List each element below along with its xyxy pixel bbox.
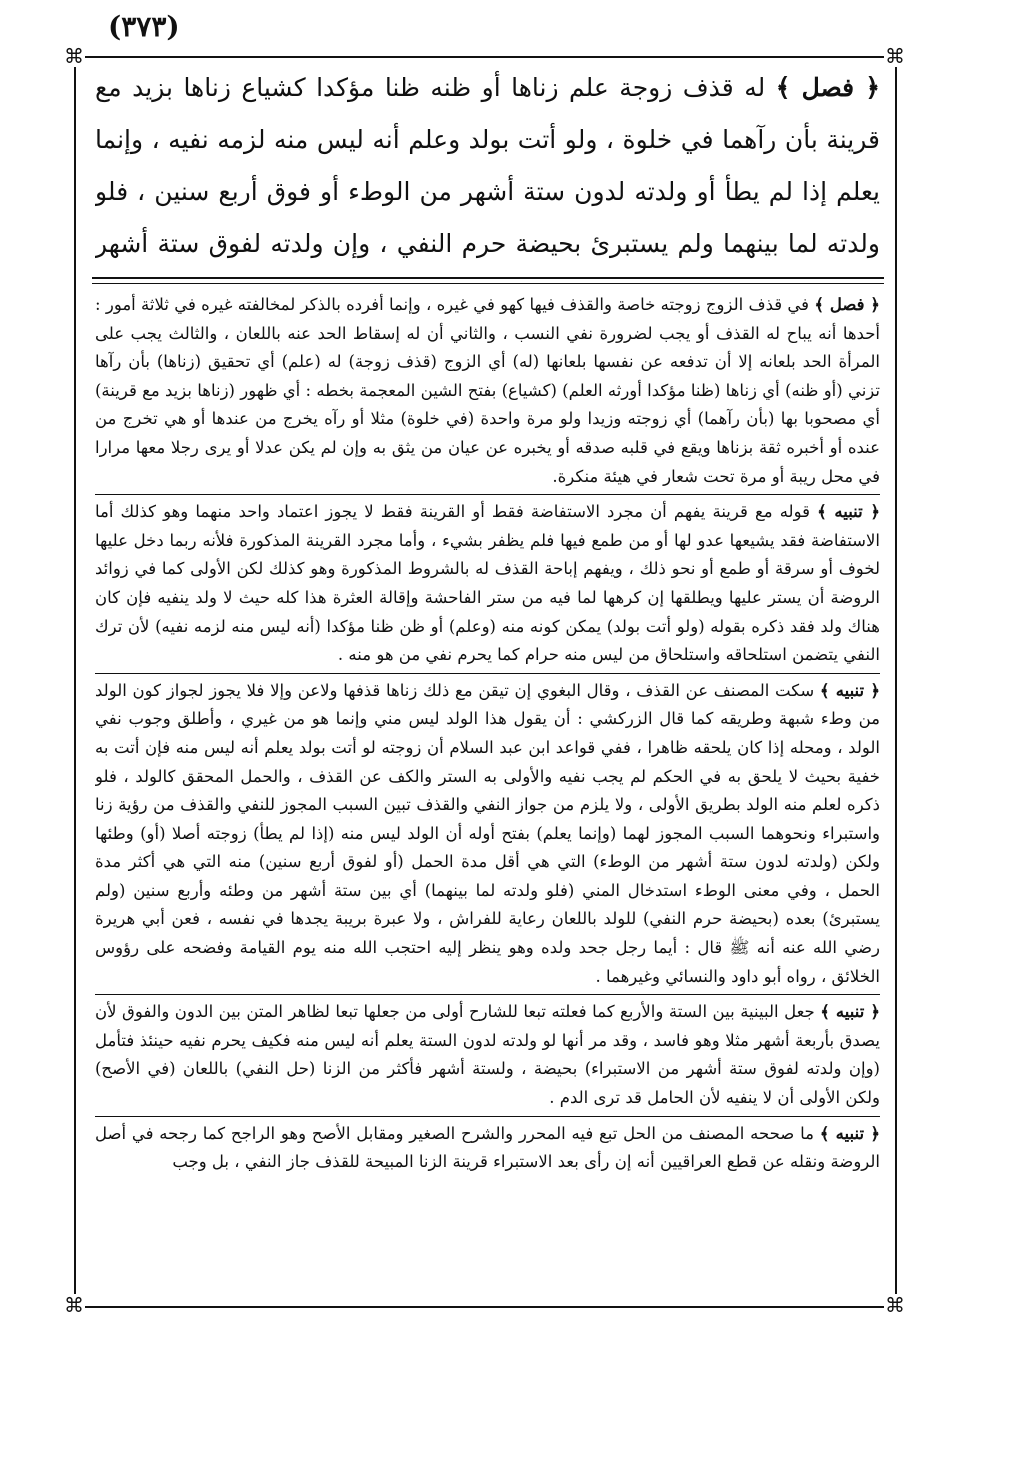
paragraph-lead: ﴿ تنبيه ﴾	[819, 680, 880, 700]
commentary-paragraph	[95, 494, 880, 670]
paragraph-lead: ﴿ تنبيه ﴾	[820, 1002, 880, 1022]
commentary-paragraph	[95, 291, 880, 491]
corner-ornament-icon: ⌘	[885, 44, 905, 68]
page-number: (٣٧٣)	[108, 10, 180, 43]
matn-body: له قذف زوجة علم زناها أو ظنه ظنا مؤكدا كشياع زناها بزيد مع قرينة بأن رآهما في خلوة ، ولو أتت بولد وعلم أنه ليس منه لزمه نفيه ، وإنما يعلم إذا لم يطأ أو ولدته لدون ستة أشهر من الوطء أو فوق أربع سنين ، فلو ولدته لما بينهما ولم يستبرئ بحيضة حرم النفي ، وإن ولدته لفوق ستة أشهر	[95, 73, 880, 258]
paragraph-text: جعل البينية بين الستة والأربع كما فعلته تبعا للشارح أولى من جعلها تبعا لظاهر المتن بين الدون والفوق لأن يصدق بأربعة أشهر مثلا وهو فاسد ، وقد مر أنها لو ولدته لدون الستة يعلم أنه ليس منه فكيف يحرم نفيه حينئذ فتأمل (وإن ولدته لفوق ستة أشهر من الاستبراء) بحيضة ، ولستة أشهر فأكثر من الزنا (حل النفي) باللعان (في الأصح) ولكن الأولى أن لا ينفيه لأن الحامل قد ترى الدم .	[95, 1002, 880, 1108]
corner-ornament-icon: ⌘	[64, 1293, 84, 1317]
paragraph-lead: ﴿ تنبيه ﴾	[817, 502, 880, 522]
paragraph-lead: ﴿ فصل ﴾	[814, 295, 880, 314]
corner-ornament-icon: ⌘	[64, 44, 84, 68]
paragraph-text: ما صححه المصنف من الحل تبع فيه المحرر والشرح الصغير ومقابل الأصح وهو الراجح كما رجحه في أصل الروضة ونقله عن قطع العراقيين أنه إن رأى بعد الاستبراء قرينة الزنا المبيحة للقذف جاز النفي ، بل وجب	[95, 1123, 880, 1172]
commentary-paragraph	[95, 994, 880, 1112]
paragraph-text: سكت المصنف عن القذف ، وقال البغوي إن تيقن مع ذلك زناها قذفها ولاعن وإلا فلا يجوز لجواز كون الولد من وطء شبهة وطريقه كما قال الزركشي : أن يقول هذا الولد ليس مني وإنما هو من غيري ، وأطلق وجوب نفي الولد ، ومحله إذا كان يلحقه ظاهرا ، ففي قواعد ابن عبد السلام أن زوجته لو أتت بولد يعلم أنه ليس منه فإن أتت به خفية بحيث لا يلحق به في الحكم لم يجب نفيه والأولى به الستر والكف عن القذف ، والحمل المحقق كالولد ، فلو ذكره لعلم منه الولد بطريق الأولى ، ولا يلزم من جواز النفي والقذف تبين السبب المجوز للنفي والقذف من رؤية زنا واستبراء ونحوهما السبب المجوز لهما (وإنما يعلم) بفتح أوله أن الولد ليس منه (إذا لم يطأ) زوجته أصلا (أو) وطئها ولكن (ولدته لدون ستة أشهر من الوطء) التي هي أقل مدة الحمل (أو لفوق أربع سنين) منه التي هي أكثر مدة الحمل ، وفي معنى الوطء استدخال المني (فلو ولدته لما بينهما) أي بين ستة أشهر من وطئه وأربع سنين (ولم يستبرئ) بعده (بحيضة حرم النفي) للولد باللعان رعاية للفراش ، ولا عبرة بريبة يجدها في نفسه ، فعن أبي هريرة رضي الله عنه أنه ﷺ قال : أيما رجل جحد ولده وهو ينظر إليه احتجب الله منه يوم القيامة وفضحه على رؤوس الخلائق ، رواه أبو داود والنسائي وغيرهما .	[95, 680, 880, 986]
section-divider	[92, 277, 884, 279]
commentary-paragraph	[95, 673, 880, 992]
paragraph-text: في قذف الزوج زوجته خاصة والقذف فيها كهو في غيره ، وإنما أفرده بالذكر لمخالفته غيره في ثلاثة أمور : أحدها أنه يباح له القذف أو يجب لضرورة نفي النسب ، والثاني أن له إسقاط الحد عنه باللعان ، والثالث يجب على المرأة الحد بلعانه إلا أن تدفعه عن نفسها بلعانها (له) أي الزوج (قذف زوجة) له (علم) أي تحقيق (زناها) بأن رآها تزني (أو ظنه) أي زناها (ظنا مؤكدا أورثه العلم) (كشياع) بفتح الشين المعجمة بخطه : أي ظهور (زناها بزيد مع قرينة) أي مصحوبا بها (بأن رآهما) أي زوجته وزيدا ولو مرة واحدة (في خلوة) مثلا أو رآه يخرج من عندها أو هي تخرج من عنده أو أخبره ثقة بزناها ويقع في قلبه صدقه أو يخبره عن عيان من يثق به وإن لم يكن عدلا أو يرى رجلا معها مرارا في محل ريبة أو مرة تحت شعار في هيئة منكرة.	[95, 295, 880, 486]
main-text	[95, 62, 880, 277]
paragraph-lead: ﴿ تنبيه ﴾	[819, 1123, 880, 1143]
commentary-paragraph	[95, 1116, 880, 1177]
matn-heading: ﴿ فصل ﴾	[775, 73, 880, 102]
section-divider-thin	[92, 283, 884, 284]
frame-left-line	[74, 56, 76, 1306]
commentary	[95, 291, 880, 1299]
paragraph-text: قوله مع قرينة يفهم أن مجرد الاستفاضة فقط أو القرينة فقط لا يجوز اعتماد واحد منهما وهو كذلك أما الاستفاضة فقد يشيعها عدو لها أو من طمع فيها فلم يظفر بشيء ، وأما مجرد القرينة المذكورة فلأنه ربما دخل عليها لخوف أو سرقة أو طمع أو نحو ذلك ، ويفهم إباحة القذف له بالشروط المذكورة وهو كذلك لكن الأولى كما في زوائد الروضة أن يستر عليها ويطلقها إن كرهها لما فيه من ستر الفاحشة وإقالة العثرة هذا كله حيث لا ولد ينفيه فإن كان هناك ولد فقد ذكره بقوله (ولو أتت بولد) يمكن كونه منه (وعلم) أو ظن ظنا مؤكدا (أنه ليس منه لزمه نفيه) لأن ترك النفي يتضمن استلحاقه واستلحاق من ليس منه حرام كما يحرم نفي من هو منه .	[95, 502, 880, 665]
frame-right-line	[895, 56, 897, 1306]
corner-ornament-icon: ⌘	[885, 1293, 905, 1317]
